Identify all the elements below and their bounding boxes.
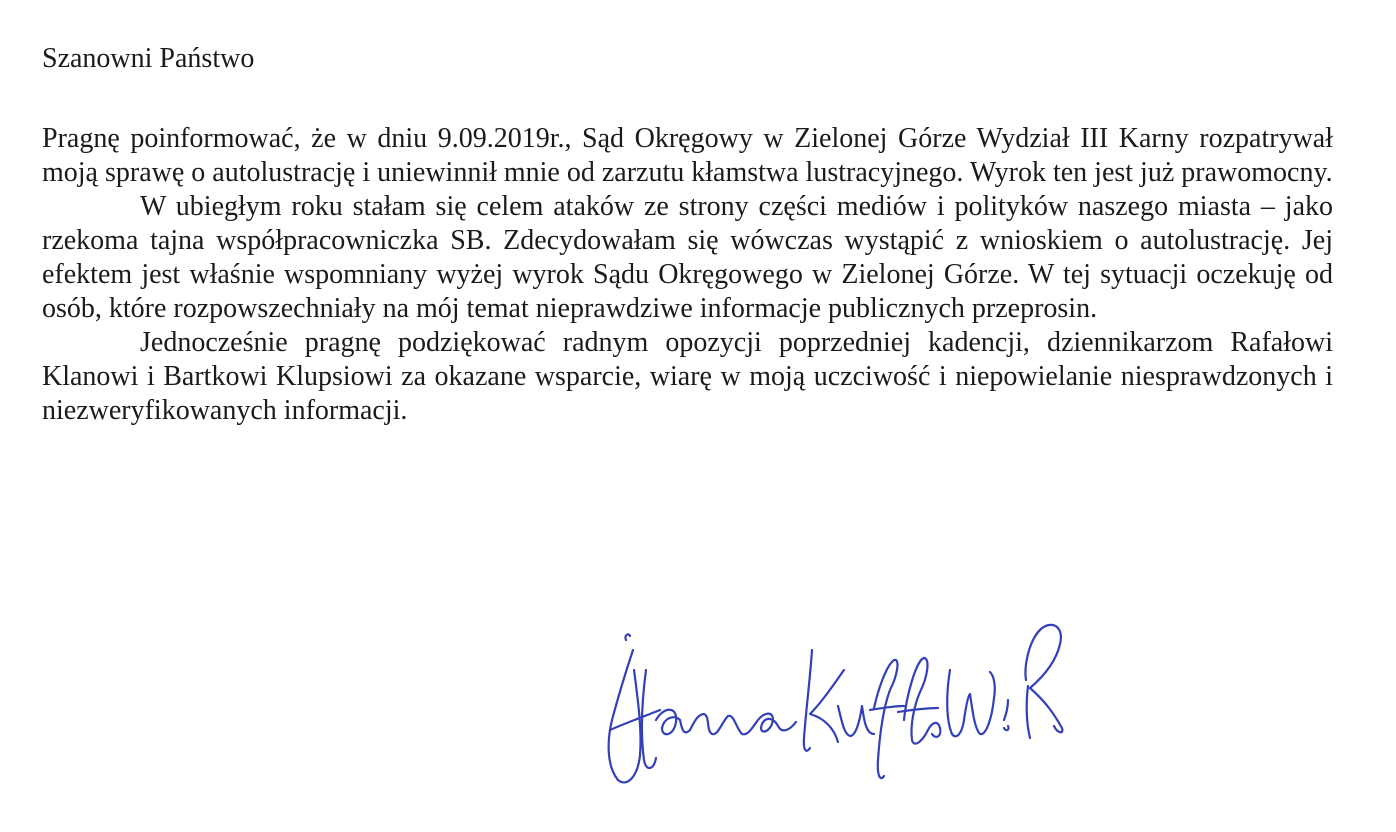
letter-body xyxy=(42,42,1333,428)
signature-stroke xyxy=(898,708,938,712)
signature-stroke xyxy=(838,706,874,736)
paragraph-3: Jednocześnie pragnę podziękować radnym opozycji poprzedniej kadencji, dziennikarzom Rafałowi Klanowi i Bartkowi Klupsiowi za okazane wsparcie, wiarę w moją uczciwość i niepowielanie niesprawdzonych i niezweryfikowanych informacji. xyxy=(42,327,1333,426)
signature-stroke xyxy=(656,710,796,735)
signature-stroke xyxy=(804,650,812,751)
signature-stroke xyxy=(609,650,641,782)
signature-stroke xyxy=(625,634,630,640)
signature-stroke xyxy=(610,710,660,730)
signature-stroke xyxy=(642,670,656,768)
signature-drawing xyxy=(598,610,1088,800)
paragraph-2: W ubiegłym roku stałam się celem ataków ze strony części mediów i polityków naszego miasta – jako rzekoma tajna współpracowniczka SB. Zdecydowałam się wówczas wystąpić z wnioskiem o autolustrację. Jej efektem jest właśnie wspomniany wyżej wyrok Sądu Okręgowego w Zielonej Górze. W tej sytuacji oczekuję od osób, które rozpowszechniały na mój temat nieprawdziwe informacje publicznych przeprosin. xyxy=(42,191,1333,324)
signature-stroke xyxy=(1004,726,1009,730)
signature-stroke xyxy=(874,660,897,778)
signature-stroke xyxy=(1026,625,1063,732)
paragraph-1: Pragnę poinformować, że w dniu 9.09.2019r., Sąd Okręgowy w Zielonej Górze Wydział III Karny rozpatrywał moją sprawę o autolustrację i uniewinnił mnie od zarzutu kłamstwa lustracyjnego. Wyrok ten jest już prawomocny. xyxy=(42,123,1333,188)
signature-stroke xyxy=(1027,686,1030,738)
signature-stroke xyxy=(947,670,995,736)
handwritten-signature xyxy=(598,610,1088,800)
signature-stroke xyxy=(904,658,940,744)
salutation: Szanowni Państwo xyxy=(42,43,255,74)
signature-stroke xyxy=(1004,700,1008,720)
